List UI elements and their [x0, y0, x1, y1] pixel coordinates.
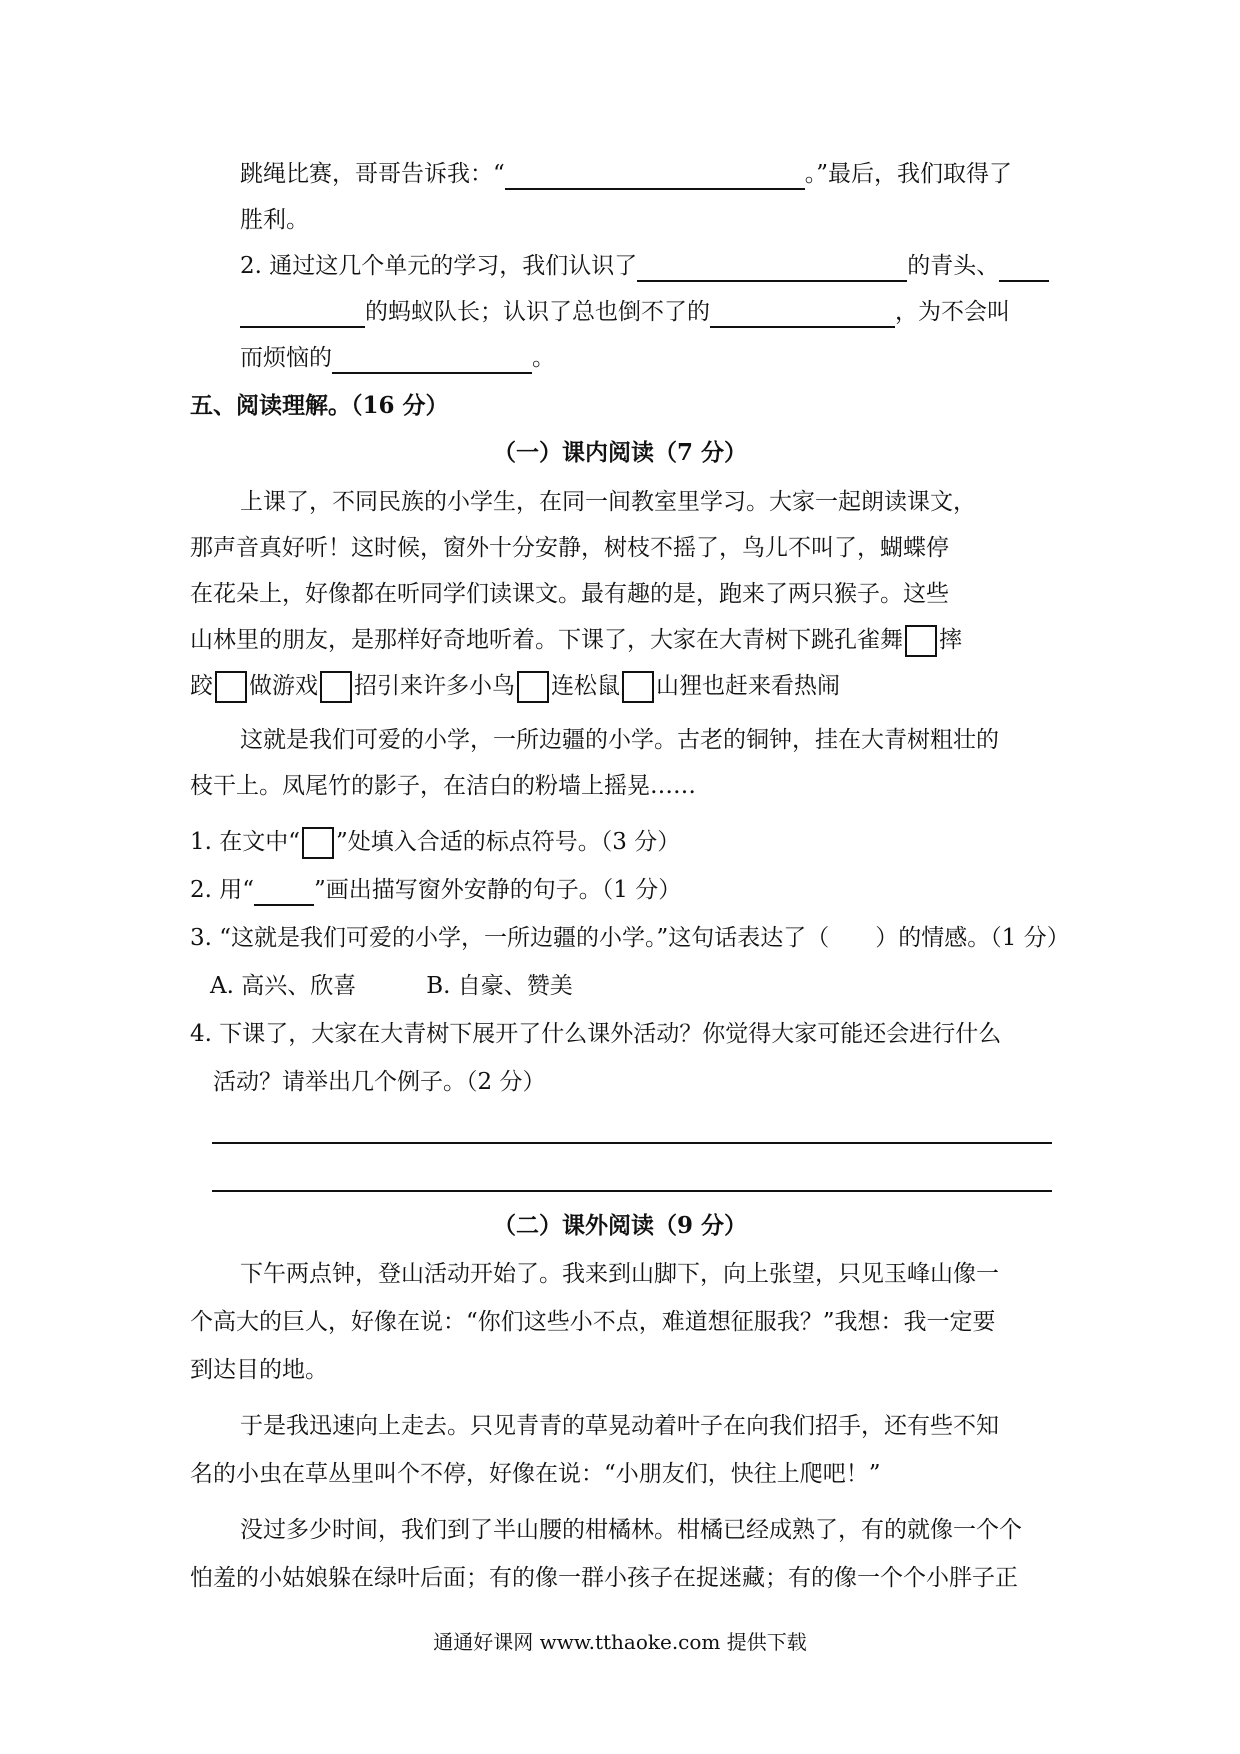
part1-p1-line3: 在花朵上，好像都在听同学们读课文。最有趣的是，跑来了两只猴子。这些: [190, 581, 949, 607]
punctuation-box[interactable]: [905, 625, 937, 657]
q4-1-line2: 胜利。: [240, 207, 309, 233]
part2-p3-line1: 没过多少时间，我们到了半山腰的柑橘林。柑橘已经成熟了，有的就像一个个: [240, 1517, 1022, 1543]
part2-p1-line2: 个高大的巨人，好像在说：“你们这些小不点，难道想征服我？”我想：我一定要: [190, 1309, 996, 1335]
part1-question-1: 1. 在文中“ ”处填入合适的标点符号。（3 分）: [190, 826, 680, 859]
part1-p1-line4: 山林里的朋友，是那样好奇地听着。下课了，大家在大青树下跳孔雀舞 摔: [190, 624, 962, 657]
part1-p2-line2: 枝干上。凤尾竹的影子，在洁白的粉墙上摇晃……: [190, 773, 696, 799]
part2-p1-line1: 下午两点钟，登山活动开始了。我来到山脚下，向上张望，只见玉峰山像一: [240, 1261, 999, 1287]
part2-title: （二）课外阅读（9 分）: [492, 1212, 747, 1239]
answer-line[interactable]: [212, 1142, 1052, 1144]
q4-2-line1: 2. 通过这几个单元的学习，我们认识了 的青头、: [240, 250, 1049, 282]
punctuation-box[interactable]: [320, 671, 352, 703]
section-5-title: 五、阅读理解。（16 分）: [190, 392, 449, 419]
part1-p1-line2: 那声音真好听！这时候，窗外十分安静，树枝不摇了，鸟儿不叫了，蝴蝶停: [190, 535, 949, 561]
part1-question-3: 3. “这就是我们可爱的小学，一所边疆的小学。”这句话表达了（ ）的情感。（1 分）: [190, 925, 1070, 951]
option-a[interactable]: A. 高兴、欣喜: [210, 973, 357, 999]
part1-p1-line5: 跤 做游戏 招引来许多小鸟 连松鼠 山狸也赶来看热闹: [190, 670, 840, 703]
answer-blank[interactable]: [240, 302, 365, 328]
q4-1-line1: 跳绳比赛，哥哥告诉我：“ 。”最后，我们取得了: [240, 158, 1012, 190]
q4-2-line3: 而烦恼的 。: [240, 342, 555, 374]
answer-line[interactable]: [212, 1190, 1052, 1192]
part1-question-4-line1: 4. 下课了，大家在大青树下展开了什么课外活动？你觉得大家可能还会进行什么: [190, 1021, 1002, 1047]
part2-p2-line2: 名的小虫在草丛里叫个不停，好像在说：“小朋友们，快往上爬吧！”: [190, 1461, 881, 1487]
part2-p2-line1: 于是我迅速向上走去。只见青青的草晃动着叶子在向我们招手，还有些不知: [240, 1413, 999, 1439]
q4-2-line2: 的蚂蚁队长；认识了总也倒不了的 ，为不会叫: [240, 296, 1010, 328]
underline-sample: [254, 880, 314, 906]
page-footer: 通通好课网 www.tthaoke.com 提供下载: [433, 1630, 807, 1654]
punctuation-box-example: [302, 827, 334, 859]
answer-blank[interactable]: [332, 348, 532, 374]
part1-p1-line1: 上课了，不同民族的小学生，在同一间教室里学习。大家一起朗读课文，: [240, 489, 976, 515]
part1-p2-line1: 这就是我们可爱的小学，一所边疆的小学。古老的铜钟，挂在大青树粗壮的: [240, 727, 999, 753]
part2-p1-line3: 到达目的地。: [190, 1357, 328, 1383]
part1-question-3-options: [210, 970, 573, 1002]
option-b[interactable]: B. 自豪、赞美: [426, 973, 573, 999]
answer-blank[interactable]: [637, 256, 907, 282]
part1-title: （一）课内阅读（7 分）: [492, 439, 747, 466]
part1-question-4-line2: 活动？请举出几个例子。（2 分）: [213, 1069, 546, 1095]
punctuation-box[interactable]: [517, 671, 549, 703]
punctuation-box[interactable]: [622, 671, 654, 703]
punctuation-box[interactable]: [215, 671, 247, 703]
part2-p3-line2: 怕羞的小姑娘躲在绿叶后面；有的像一群小孩子在捉迷藏；有的像一个个小胖子正: [190, 1565, 1018, 1591]
answer-blank[interactable]: [505, 164, 805, 190]
part1-question-2: 2. 用“ ”画出描写窗外安静的句子。（1 分）: [190, 874, 681, 906]
answer-blank[interactable]: [999, 256, 1049, 282]
answer-blank[interactable]: [710, 302, 895, 328]
